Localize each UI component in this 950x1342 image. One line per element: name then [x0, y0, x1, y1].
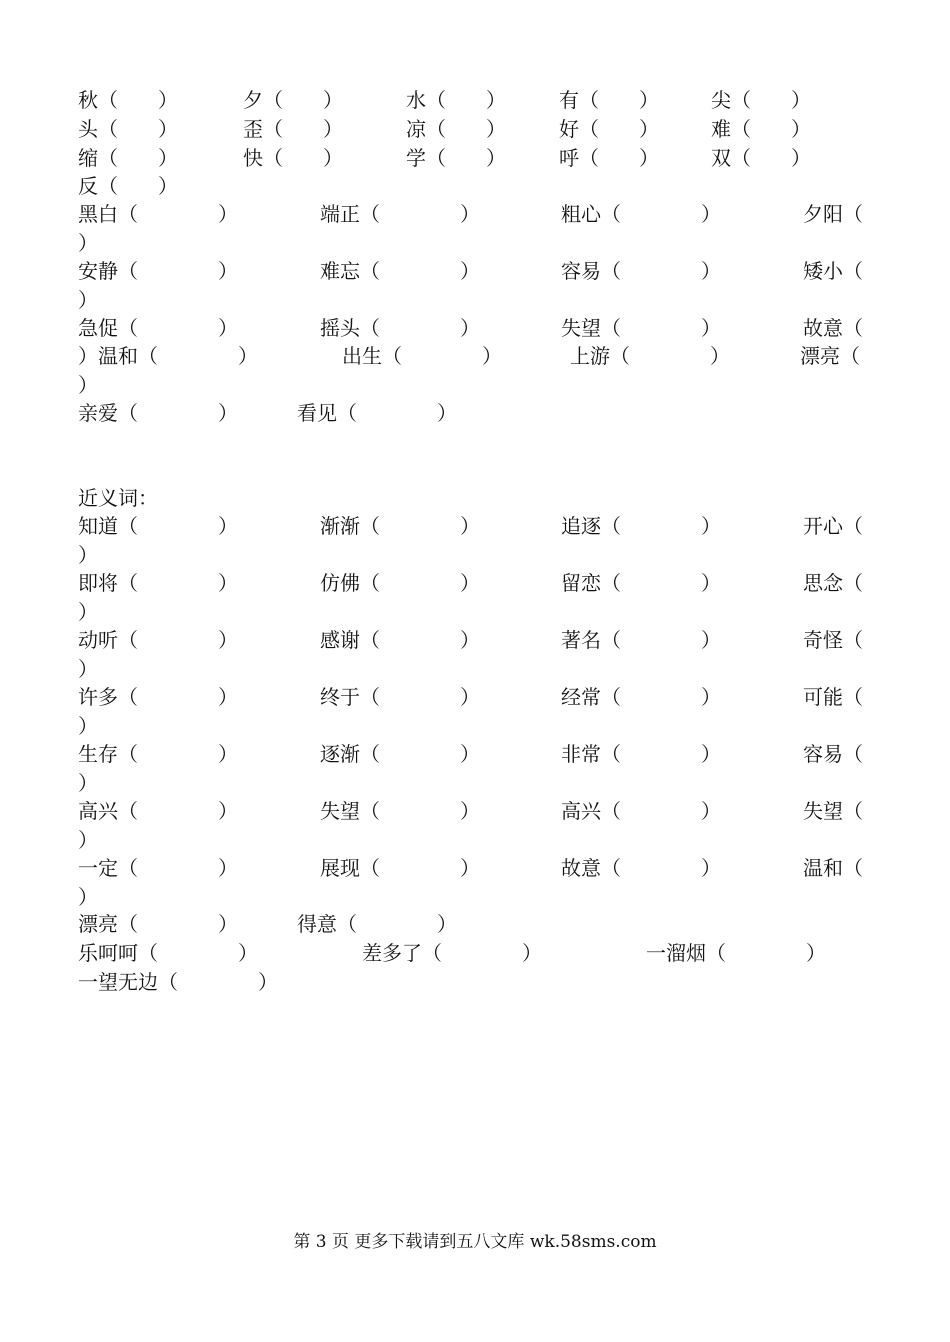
synonym-item: 高兴（ ） — [78, 799, 238, 823]
antonym-item: 学（ ） — [406, 146, 506, 170]
synonym-item: 得意（ ） — [297, 912, 457, 936]
antonym-item: 缩（ ） — [78, 146, 178, 170]
antonym-item: 粗心（ ） — [561, 202, 721, 226]
antonym-item: ） — [78, 373, 98, 397]
antonym-item: 头（ ） — [78, 117, 178, 141]
synonym-item: 逐渐（ ） — [320, 742, 480, 766]
synonym-item: 知道（ ） — [78, 514, 238, 538]
synonym-item: ） — [78, 771, 98, 795]
antonym-item: 失望（ ） — [561, 316, 721, 340]
synonym-item: ） — [78, 657, 98, 681]
antonym-item: 凉（ ） — [406, 117, 506, 141]
antonym-item: 端正（ ） — [320, 202, 480, 226]
synonym-item: 奇怪（ — [803, 628, 863, 652]
antonym-item: 漂亮（ — [800, 344, 860, 368]
synonym-item: 故意（ ） — [561, 856, 721, 880]
synonym-item: 感谢（ ） — [320, 628, 480, 652]
antonym-item: 出生（ ） — [342, 344, 502, 368]
synonym-item: 思念（ — [803, 571, 863, 595]
antonym-item: 秋（ ） — [78, 88, 178, 112]
synonym-item: 追逐（ ） — [561, 514, 721, 538]
synonym-item: ） — [78, 714, 98, 738]
synonym-item: 终于（ ） — [320, 685, 480, 709]
antonym-item: 上游（ ） — [570, 344, 730, 368]
synonym-item: 失望（ — [803, 799, 863, 823]
antonym-item: 看见（ ） — [297, 401, 457, 425]
synonym-item: 动听（ ） — [78, 628, 238, 652]
synonym-item: 仿佛（ ） — [320, 571, 480, 595]
synonym-item: ） — [78, 885, 98, 909]
synonym-item: ） — [78, 600, 98, 624]
synonym-item: 开心（ — [803, 514, 863, 538]
antonym-item: 摇头（ ） — [320, 316, 480, 340]
antonym-item: 难（ ） — [711, 117, 811, 141]
antonym-item: 反（ ） — [78, 174, 178, 198]
antonym-item: 尖（ ） — [711, 88, 811, 112]
antonym-item: 呼（ ） — [559, 146, 659, 170]
antonym-item: ） — [78, 288, 98, 312]
antonym-item: 歪（ ） — [243, 117, 343, 141]
antonym-item: ）温和（ ） — [78, 344, 258, 368]
synonym-item: 温和（ — [803, 856, 863, 880]
antonym-item: 有（ ） — [559, 88, 659, 112]
antonym-item: 夕（ ） — [243, 88, 343, 112]
antonym-item: 水（ ） — [406, 88, 506, 112]
synonym-item: ） — [78, 543, 98, 567]
synonym-item: 经常（ ） — [561, 685, 721, 709]
synonym-item: 漂亮（ ） — [78, 912, 238, 936]
synonym-item: 失望（ ） — [320, 799, 480, 823]
synonym-heading: 近义词： — [78, 486, 158, 510]
synonym-item: 著名（ ） — [561, 628, 721, 652]
antonym-item: 双（ ） — [711, 146, 811, 170]
antonym-item: 难忘（ ） — [320, 259, 480, 283]
synonym-item: 渐渐（ ） — [320, 514, 480, 538]
antonym-item: 容易（ ） — [561, 259, 721, 283]
antonym-item: 好（ ） — [559, 117, 659, 141]
antonym-item: 亲爱（ ） — [78, 401, 238, 425]
synonym-item: 展现（ ） — [320, 856, 480, 880]
synonym-item: 可能（ — [803, 685, 863, 709]
synonym-item: 容易（ — [803, 742, 863, 766]
antonym-item: 急促（ ） — [78, 316, 238, 340]
antonym-item: 夕阳（ — [803, 202, 863, 226]
synonym-item: 许多（ ） — [78, 685, 238, 709]
synonym-item: 生存（ ） — [78, 742, 238, 766]
synonym-item: 乐呵呵（ ） — [78, 941, 258, 965]
synonym-item: ） — [78, 828, 98, 852]
antonym-item: 矮小（ — [803, 259, 863, 283]
synonym-item: 即将（ ） — [78, 571, 238, 595]
antonym-item: ） — [78, 231, 98, 255]
synonym-item: 一溜烟（ ） — [646, 941, 826, 965]
synonym-item: 一定（ ） — [78, 856, 238, 880]
synonym-item: 留恋（ ） — [561, 571, 721, 595]
synonym-item: 非常（ ） — [561, 742, 721, 766]
antonym-item: 快（ ） — [243, 146, 343, 170]
antonym-item: 黑白（ ） — [78, 202, 238, 226]
antonym-item: 安静（ ） — [78, 259, 238, 283]
synonym-item: 差多了（ ） — [362, 941, 542, 965]
antonym-item: 故意（ — [803, 316, 863, 340]
page-footer: 第 3 页 更多下载请到五八文库 wk.58sms.com — [293, 1232, 657, 1252]
synonym-item: 高兴（ ） — [561, 799, 721, 823]
synonym-item: 一望无边（ ） — [78, 970, 278, 994]
